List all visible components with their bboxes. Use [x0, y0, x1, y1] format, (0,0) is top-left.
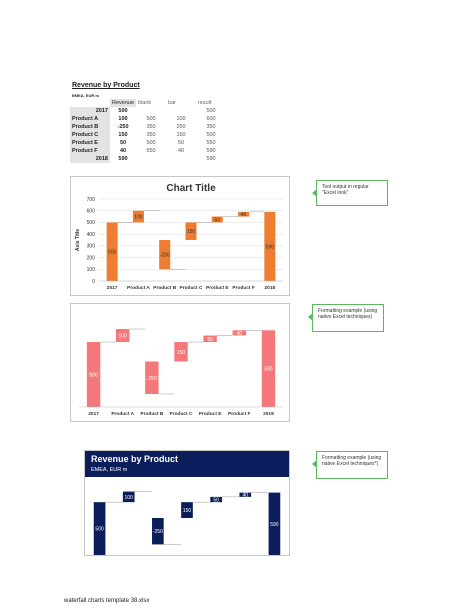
data-label: 590 — [270, 521, 279, 528]
chart-formatting-example[interactable] — [70, 303, 290, 422]
callout-text: Formatting example (using native Excel techniques) — [318, 308, 378, 320]
row-label: 2017 — [70, 107, 110, 115]
callout-formatting-example — [312, 304, 384, 332]
x-tick-label: Product C — [179, 286, 203, 291]
data-label: 590 — [264, 366, 273, 373]
bar-cell: 40 — [177, 148, 185, 154]
header-cell: Revenue — [112, 100, 135, 106]
blank-cell: 500 — [146, 140, 156, 146]
chart-banner-subtitle: EMEA, EUR m — [91, 467, 128, 473]
y-tick-label: 600 — [86, 208, 95, 215]
page-title: Revenue by Product — [72, 82, 140, 89]
bar-cell — [166, 155, 196, 163]
table-row — [70, 155, 226, 163]
header-cell: bar — [168, 100, 176, 106]
revenue-cell: 500 — [118, 108, 128, 114]
revenue-cell: 100 — [118, 116, 128, 122]
table-row — [70, 107, 226, 115]
result-cell: 500 — [206, 132, 216, 138]
result-cell: 600 — [206, 116, 216, 122]
row-label: Product C — [70, 131, 110, 139]
data-label: 100 — [124, 494, 133, 501]
y-tick-label: 500 — [86, 220, 95, 227]
x-tick-label: Product C — [169, 412, 193, 417]
data-label: 50 — [213, 497, 219, 504]
bar-cell: 250 — [176, 124, 186, 130]
x-tick-label: 2018 — [264, 286, 276, 291]
revenue-cell: 590 — [118, 156, 128, 162]
bar-cell: 100 — [176, 116, 186, 122]
blank-cell: 500 — [146, 116, 156, 122]
x-tick-label: Product A — [111, 412, 135, 417]
blank-cell — [136, 155, 166, 163]
data-label: 500 — [107, 249, 117, 256]
page-subtitle: EMEA, EUR m — [72, 93, 99, 98]
callout-text: Tool output in regular "Excel look" — [322, 184, 369, 196]
callout-formatting-example-2 — [316, 451, 388, 479]
x-tick-label: Product B — [153, 286, 177, 291]
bar-cell: 50 — [177, 140, 185, 146]
data-label: 40 — [242, 492, 249, 499]
y-tick-label: 100 — [86, 267, 95, 274]
revenue-cell: 40 — [119, 148, 127, 154]
waterfall-chart-2 — [71, 304, 289, 421]
x-tick-label: 2017 — [88, 412, 99, 417]
chart-excel-look[interactable] — [70, 176, 290, 296]
data-label: 150 — [186, 229, 196, 236]
table-header-row — [70, 99, 226, 107]
bar-cell — [166, 107, 196, 115]
chart-banner-example[interactable] — [84, 450, 290, 556]
data-label: -250 — [159, 252, 170, 259]
row-label: Product B — [70, 123, 110, 131]
y-axis-title: Axis Title — [75, 228, 81, 252]
chart-banner-title: Revenue by Product — [91, 454, 179, 464]
row-label: Product E — [70, 139, 110, 147]
blank-cell: 550 — [146, 148, 156, 154]
data-label: 590 — [265, 244, 275, 251]
table-row — [70, 139, 226, 147]
table-row — [70, 123, 226, 131]
data-label: 40 — [240, 212, 247, 219]
header-cell: result — [198, 100, 212, 106]
table-row — [70, 147, 226, 155]
y-tick-label: 400 — [86, 231, 95, 238]
data-table — [70, 99, 226, 163]
chart-title: Chart Title — [166, 183, 216, 194]
x-tick-label: Product A — [127, 286, 150, 291]
result-cell: 590 — [206, 148, 216, 154]
revenue-cell: 150 — [118, 132, 128, 138]
data-label: -250 — [152, 529, 163, 536]
data-label: 50 — [207, 336, 213, 343]
header-cell: blank — [138, 100, 152, 106]
data-label: -250 — [146, 375, 157, 382]
x-tick-label: Product E — [205, 286, 229, 291]
data-label: 50 — [214, 217, 221, 224]
data-label: 100 — [134, 214, 143, 221]
revenue-cell: 50 — [119, 140, 127, 146]
result-cell: 590 — [206, 156, 216, 162]
data-label: 100 — [118, 333, 127, 340]
callout-excel-look — [316, 180, 388, 206]
callout-text: Formatting example (using native Excel techniques*) — [322, 455, 382, 467]
x-tick-label: Product B — [140, 412, 164, 417]
x-tick-label: 2018 — [263, 412, 274, 417]
row-label: 2018 — [70, 155, 110, 163]
table-row — [70, 115, 226, 123]
data-label: 500 — [89, 372, 98, 379]
data-label: 150 — [176, 349, 186, 356]
data-label: 500 — [95, 526, 104, 533]
revenue-cell: -250 — [117, 124, 129, 130]
table-row — [70, 131, 226, 139]
y-tick-label: 0 — [92, 278, 95, 285]
result-cell: 500 — [206, 108, 216, 114]
blank-cell: 350 — [146, 132, 156, 138]
y-tick-label: 200 — [86, 255, 95, 262]
file-name-footer: waterfall charts template 38.xlsx — [64, 598, 150, 604]
x-tick-label: Product E — [198, 412, 222, 417]
row-label: Product A — [70, 115, 110, 123]
y-tick-label: 300 — [86, 243, 95, 250]
x-tick-label: Product F — [232, 286, 255, 291]
result-cell: 550 — [206, 140, 216, 146]
y-tick-label: 700 — [86, 196, 95, 203]
blank-cell: 350 — [146, 124, 156, 130]
row-label: Product F — [70, 147, 110, 155]
x-tick-label: 2017 — [106, 286, 118, 291]
header-cell — [70, 99, 110, 107]
blank-cell — [136, 107, 166, 115]
waterfall-chart-1 — [71, 177, 289, 295]
waterfall-chart-3 — [85, 451, 289, 555]
result-cell: 350 — [206, 124, 216, 130]
data-label: 40 — [236, 330, 243, 337]
x-tick-label: Product F — [228, 412, 251, 417]
data-label: 150 — [182, 508, 192, 515]
bar-cell: 150 — [176, 132, 186, 138]
